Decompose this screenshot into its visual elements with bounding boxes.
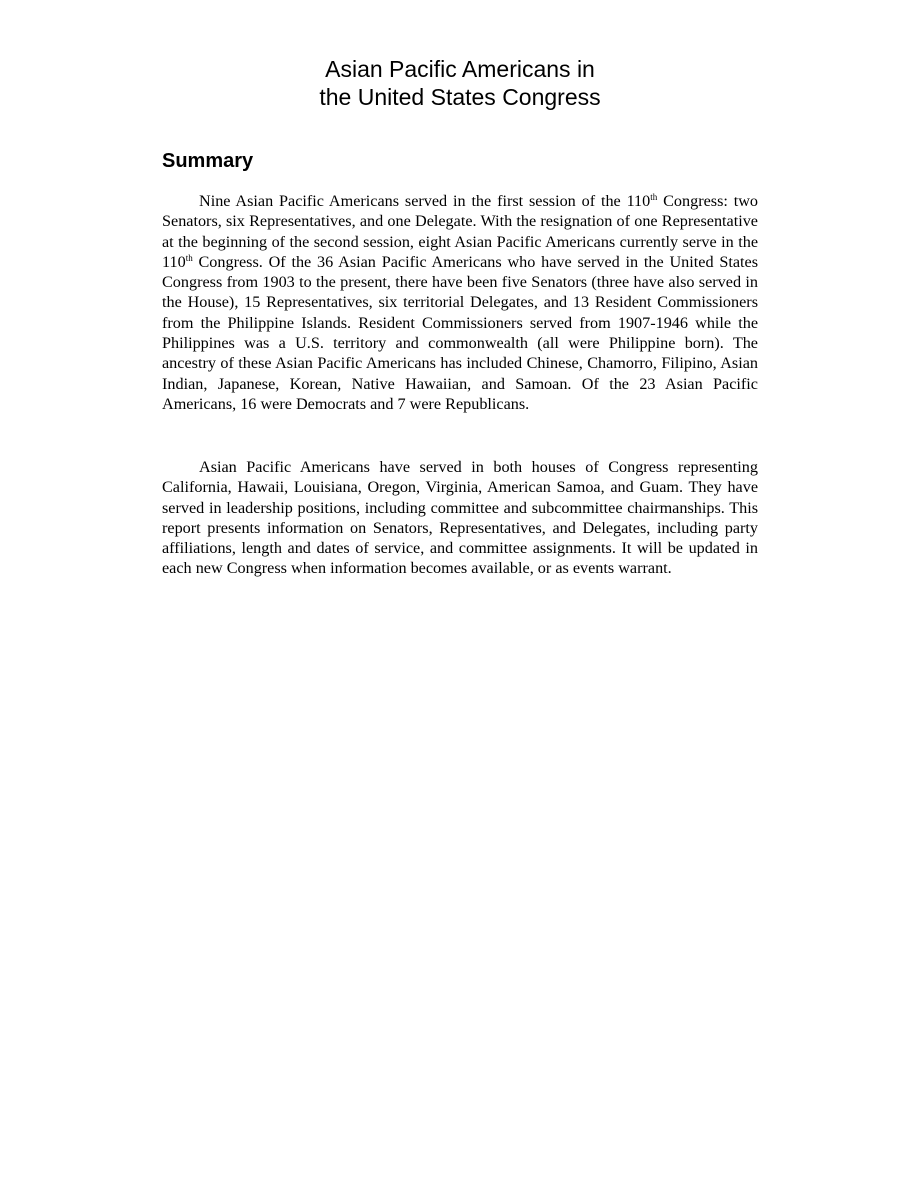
report-title xyxy=(0,55,920,111)
summary-paragraph-2: Asian Pacific Americans have served in both houses of Congress representing California, Hawaii, Louisiana, Oregon, Virginia, American Samoa, and Guam. They have served in leadership positions, including committee and subcommittee chairmanships. This report presents information on Senators, Representatives, and Delegates, including party affiliations, length and dates of service, and committee assignments. It will be updated in each new Congress when information becomes available, or as events warrant. xyxy=(162,458,758,578)
ordinal-superscript: th xyxy=(185,252,193,263)
ordinal-superscript: th xyxy=(650,192,658,202)
p1-text-part-1: Nine Asian Pacific Americans served in the first session of the 110 xyxy=(199,192,651,210)
p1-text-part-2: Congress: two Senators, six Representatives, and one Delegate. With the resignation of one Representative at the beginning of the second session, eight Asian Pacific Americans currently serve in the 110 xyxy=(162,192,758,271)
section-heading: Summary xyxy=(162,150,254,172)
summary-paragraph-1 xyxy=(162,191,758,414)
p1-text-part-3: Congress. Of the 36 Asian Pacific Americans who have served in the United States Congress from 1903 to the present, there have been five Senators (three have also served in the House), 15 Representatives, six territorial Delegates, and 13 Resident Commissioners from the Philippine Islands. Resident Commissioners served from 1907-1946 while the Philippines was a U.S. territory and commonwealth (all were Philippine born). The ancestry of these Asian Pacific Americans has included Chinese, Chamorro, Filipino, Asian Indian, Japanese, Korean, Native Hawaiian, and Samoan. Of the 23 Asian Pacific Americans, 16 were Democrats and 7 were Republicans. xyxy=(162,252,758,413)
report-title-line-2: the United States Congress xyxy=(319,84,601,110)
report-title-line-1: Asian Pacific Americans in xyxy=(325,56,595,82)
